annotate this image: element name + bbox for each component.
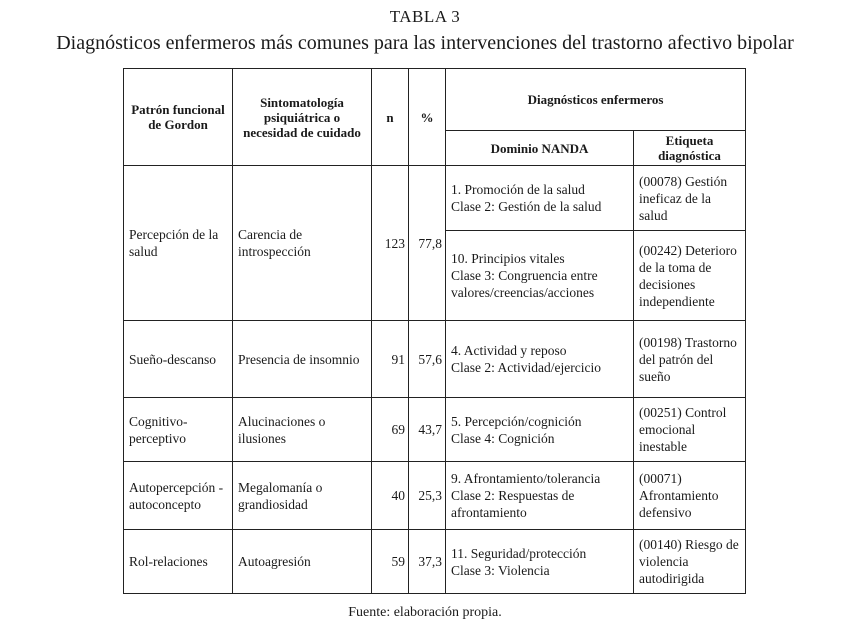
table-row [124,321,746,398]
cell-pct: 77,8 [409,166,446,321]
header-dominio: Dominio NANDA [446,131,634,166]
dominio-text: 5. Percepción/cognición [451,413,582,429]
table-row [124,398,746,462]
header-row [124,69,746,131]
cell-etiqueta: (00140) Riesgo de violencia autodirigida [634,530,746,594]
clase-text: Clase 2: Actividad/ejercicio [451,360,601,375]
table-row [124,462,746,530]
table-row [124,166,746,231]
cell-dominio [446,321,634,398]
table-row [124,530,746,594]
cell-sintoma: Megalomanía o grandiosidad [233,462,372,530]
cell-dominio [446,231,634,321]
cell-patron: Percepción de la salud [124,166,233,321]
clase-text: Clase 2: Respuestas de afrontamiento [451,488,575,520]
cell-etiqueta: (00198) Trastorno del patrón del sueño [634,321,746,398]
header-pct: % [409,69,446,166]
cell-n: 40 [372,462,409,530]
table-source: Fuente: elaboración propia. [348,605,502,620]
cell-dominio [446,398,634,462]
clase-text: Clase 3: Congruencia entre valores/creencias/acciones [451,268,598,300]
cell-n: 123 [372,166,409,321]
cell-patron: Autopercepción -autoconcepto [124,462,233,530]
cell-pct: 57,6 [409,321,446,398]
dominio-text: 4. Actividad y reposo [451,343,567,358]
dominio-text: 11. Seguridad/protección [451,545,587,561]
cell-patron: Cognitivo-perceptivo [124,398,233,462]
dominio-text: 10. Principios vitales [451,251,565,266]
cell-pct: 43,7 [409,398,446,462]
header-diagnosticos: Diagnósticos enfermeros [446,69,746,131]
cell-dominio [446,462,634,530]
clase-text: Clase 2: Gestión de la salud [451,199,602,214]
cell-n: 69 [372,398,409,462]
cell-sintoma: Alucinaciones o ilusiones [233,398,372,462]
cell-etiqueta: (00071) Afrontamiento defensivo [634,462,746,530]
table-caption-title: Diagnósticos enfermeros más comunes para las intervenciones del trastorno afectivo bipolar [56,32,794,54]
dominio-text: 9. Afrontamiento/tolerancia [451,471,601,486]
cell-patron: Sueño-descanso [124,321,233,398]
table-caption-label: TABLA 3 [389,7,461,26]
clase-text: Clase 3: Violencia [451,562,550,578]
cell-etiqueta: (00078) Gestión ineficaz de la salud [634,166,746,231]
cell-sintoma: Presencia de insomnio [233,321,372,398]
cell-etiqueta: (00242) Deterioro de la toma de decisiones independiente [634,231,746,321]
cell-n: 91 [372,321,409,398]
header-gordon: Patrón funcional de Gordon [124,69,233,166]
cell-n: 59 [372,530,409,594]
cell-pct: 37,3 [409,530,446,594]
cell-etiqueta: (00251) Control emocional inestable [634,398,746,462]
header-n: n [372,69,409,166]
dominio-text: 1. Promoción de la salud [451,182,585,197]
cell-patron: Rol-relaciones [124,530,233,594]
clase-text: Clase 4: Cognición [451,430,555,446]
diagnostics-table [123,68,746,594]
cell-sintoma: Carencia de introspección [233,166,372,321]
header-sintomatologia: Sintomatología psiquiátrica o necesidad de cuidado [233,69,372,166]
cell-dominio [446,530,634,594]
header-etiqueta: Etiqueta diagnóstica [634,131,746,166]
cell-dominio [446,166,634,231]
cell-sintoma: Autoagresión [233,530,372,594]
cell-pct: 25,3 [409,462,446,530]
